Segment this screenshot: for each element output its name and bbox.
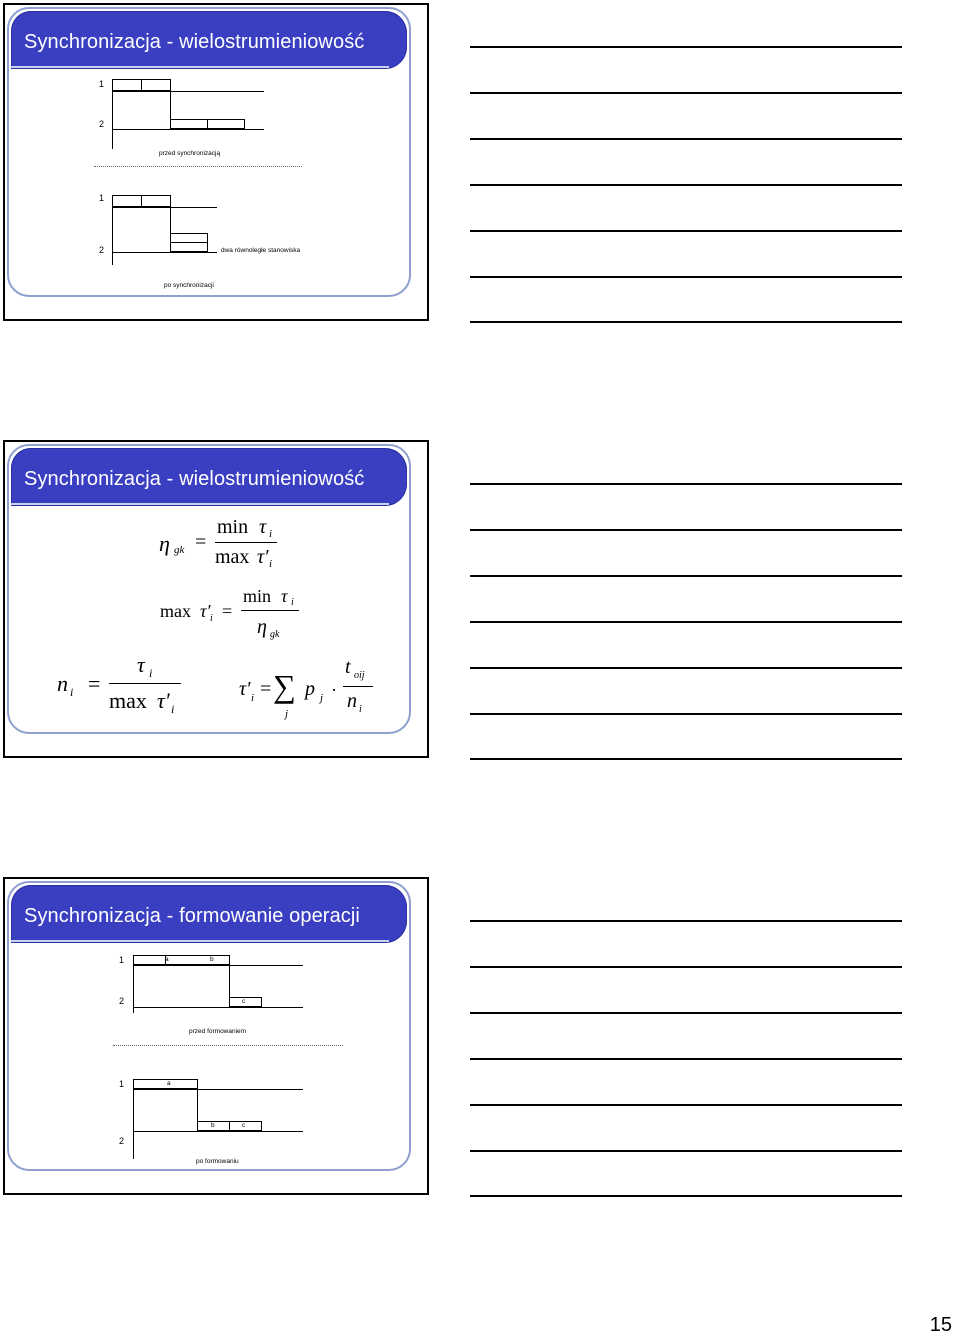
sub-j: j xyxy=(285,708,289,720)
slide-3-card xyxy=(7,881,411,1171)
op-label: b xyxy=(211,1122,215,1129)
sym-eq: = xyxy=(222,601,233,621)
sym-eq: = xyxy=(260,678,272,700)
op-label: b xyxy=(210,956,214,963)
slide-1-title-underline xyxy=(11,66,389,68)
transfer-line xyxy=(170,207,171,233)
fraction-bar xyxy=(109,683,181,684)
note-line xyxy=(470,1058,902,1060)
op-label: c xyxy=(242,1122,246,1129)
lane-line xyxy=(112,207,217,208)
note-line xyxy=(470,1104,902,1106)
page-number: 15 xyxy=(929,1314,952,1336)
sym-tau: τ xyxy=(137,652,145,677)
sub-i: i xyxy=(210,613,213,624)
note-line xyxy=(470,575,902,577)
slide-1-title-bar xyxy=(11,11,407,69)
op-block-a xyxy=(133,1079,198,1089)
separator xyxy=(113,1045,343,1046)
sub-i: i xyxy=(269,528,273,540)
row-label: 2 xyxy=(119,1136,125,1146)
sub-gk: gk xyxy=(174,544,185,556)
op-block xyxy=(141,79,171,91)
caption-after: po synchronizacji xyxy=(164,282,214,289)
op-block xyxy=(170,119,208,129)
slide-2 xyxy=(3,440,429,758)
row-label: 2 xyxy=(99,245,105,255)
fraction-bar xyxy=(215,542,277,543)
word-max: max xyxy=(215,546,250,568)
lane-line xyxy=(133,1089,303,1090)
note-line xyxy=(470,321,902,323)
note-line xyxy=(470,138,902,140)
fraction-bar xyxy=(241,610,299,611)
sym-tau-prime: τ′ xyxy=(239,678,251,700)
axis-line xyxy=(133,1079,134,1159)
note-line xyxy=(470,483,902,485)
sub-i: i xyxy=(70,685,74,699)
note-line xyxy=(470,46,902,48)
row-label: 1 xyxy=(99,193,105,203)
fraction-bar xyxy=(343,686,373,687)
sub-i: i xyxy=(251,692,255,704)
sub-i: i xyxy=(359,704,362,715)
op-label: a xyxy=(165,956,169,963)
sym-sum: ∑ xyxy=(273,668,296,704)
note-line xyxy=(470,966,902,968)
slide-1-card xyxy=(7,7,411,297)
sub-oij: oij xyxy=(354,670,365,681)
sym-tau: τ xyxy=(259,516,267,538)
caption-after: po formowaniu xyxy=(196,1158,239,1165)
row-label: 1 xyxy=(119,1079,125,1089)
note-line xyxy=(470,230,902,232)
note-line xyxy=(470,713,902,715)
slide-1 xyxy=(3,3,429,321)
row-label: 1 xyxy=(99,79,105,89)
sym-n: n xyxy=(347,690,357,712)
sym-eta: η xyxy=(257,616,267,638)
word-max: max xyxy=(160,601,191,621)
transfer-line xyxy=(197,1089,198,1121)
sub-i: i xyxy=(171,702,175,716)
note-line xyxy=(470,276,902,278)
caption-before: przed synchronizacją xyxy=(159,150,221,157)
word-min: min xyxy=(217,516,249,538)
sym-tau-prime: τ′ xyxy=(157,688,170,713)
lane-line xyxy=(133,1007,303,1008)
op-block xyxy=(112,195,142,207)
note-line xyxy=(470,920,902,922)
sub-i: i xyxy=(149,666,153,680)
row-label: 1 xyxy=(119,955,125,965)
note-line xyxy=(470,1195,902,1197)
sym-tau: τ xyxy=(281,586,288,606)
transfer-line xyxy=(170,91,171,119)
op-block xyxy=(207,119,245,129)
caption-parallel: dwa równoległe stanowiska xyxy=(221,247,301,254)
lane-line xyxy=(112,252,217,253)
slide-2-title-bar xyxy=(11,448,407,506)
lane-line xyxy=(112,129,264,130)
slide-2-title-underline xyxy=(11,503,389,505)
lane-line xyxy=(133,965,303,966)
note-line xyxy=(470,667,902,669)
slide-2-title: Synchronizacja - wielostrumieniowość xyxy=(24,468,365,490)
lane-line xyxy=(112,91,264,92)
sub-i: i xyxy=(291,597,294,608)
slide-1-title: Synchronizacja - wielostrumieniowość xyxy=(24,31,365,53)
word-min: min xyxy=(243,586,272,606)
note-line xyxy=(470,1012,902,1014)
sym-n: n xyxy=(57,671,68,696)
sym-eta: η xyxy=(159,531,170,556)
slide-3 xyxy=(3,877,429,1195)
row-label: 2 xyxy=(99,119,105,129)
separator xyxy=(94,166,302,167)
op-block xyxy=(170,242,208,252)
sym-p: p xyxy=(305,678,315,700)
sym-eq: = xyxy=(88,671,101,696)
note-line xyxy=(470,1150,902,1152)
sym-eq: = xyxy=(195,531,207,553)
op-block-a xyxy=(133,955,166,965)
transfer-line xyxy=(229,965,230,997)
note-line xyxy=(470,92,902,94)
lane-line xyxy=(133,1131,303,1132)
op-block xyxy=(141,195,171,207)
slide-3-title-underline xyxy=(11,940,389,942)
op-block xyxy=(112,79,142,91)
note-line xyxy=(470,184,902,186)
note-line xyxy=(470,529,902,531)
sub-i: i xyxy=(269,558,273,570)
op-label: a xyxy=(167,1080,171,1087)
op-block-b xyxy=(165,955,230,965)
slide-2-card xyxy=(7,444,411,734)
caption-before: przed formowaniem xyxy=(189,1028,247,1035)
op-block-c xyxy=(229,1121,262,1131)
word-max: max xyxy=(109,688,147,713)
slide-3-title-bar xyxy=(11,885,407,943)
sub-gk: gk xyxy=(270,629,280,640)
op-label: c xyxy=(242,998,246,1005)
slide-3-title: Synchronizacja - formowanie operacji xyxy=(24,905,360,927)
sym-dot: · xyxy=(331,680,337,700)
sym-t: t xyxy=(345,656,351,678)
note-line xyxy=(470,758,902,760)
sym-tau-prime: τ′ xyxy=(257,546,269,568)
sym-tau-prime: τ′ xyxy=(200,601,211,621)
sub-j: j xyxy=(320,692,324,704)
row-label: 2 xyxy=(119,996,125,1006)
op-block-c xyxy=(229,997,262,1007)
note-line xyxy=(470,621,902,623)
